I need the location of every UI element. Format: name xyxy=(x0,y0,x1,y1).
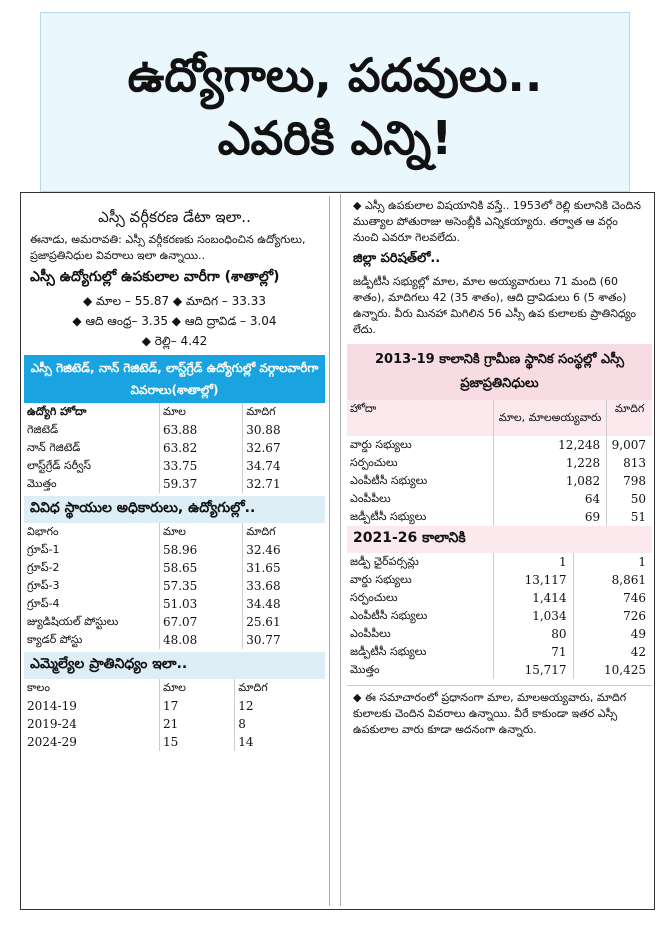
col-header: కాలం xyxy=(27,681,50,694)
cell: 32.46 xyxy=(243,541,325,559)
table-row xyxy=(347,625,652,643)
table-row xyxy=(347,571,652,589)
cell: 10,425 xyxy=(573,661,652,679)
cell: 14 xyxy=(235,733,325,751)
cell: మొత్తం xyxy=(27,477,57,490)
cell: వార్డు సభ్యులు xyxy=(350,573,412,586)
cell: 25.61 xyxy=(243,613,325,631)
cell: గెజిటెడ్ xyxy=(27,423,59,436)
table-row xyxy=(347,508,652,526)
cell: జడ్పీటీసీ సభ్యులు xyxy=(350,645,427,658)
cell: 17 xyxy=(159,697,234,715)
local-bodies-2013-table xyxy=(347,400,652,526)
table-row xyxy=(347,661,652,679)
cell: 746 xyxy=(573,589,652,607)
cell: 1,414 xyxy=(493,589,573,607)
cell: 64 xyxy=(493,490,606,508)
cell: 9,007 xyxy=(607,436,652,454)
cell: 1 xyxy=(493,553,573,571)
table-row xyxy=(24,715,325,733)
cell: గ్రూప్-4 xyxy=(27,597,60,610)
cell: ఎంపీటీసీ సభ్యులు xyxy=(350,474,428,487)
cell: 15,717 xyxy=(493,661,573,679)
cell: జడ్పీటీసీ సభ్యులు xyxy=(350,510,427,523)
cell: సర్పంచులు xyxy=(350,591,398,604)
headline-line2: ఎవరికి ఎన్ని! xyxy=(217,111,453,165)
employee-category-table xyxy=(24,403,325,493)
cell: 30.77 xyxy=(243,631,325,649)
cell: ఎంపీపీలు xyxy=(350,492,391,505)
table-row xyxy=(347,436,652,454)
table-row xyxy=(347,607,652,625)
table-row xyxy=(24,439,325,457)
cell: 63.82 xyxy=(159,439,242,457)
cell: 58.65 xyxy=(159,559,242,577)
table-header-row xyxy=(347,400,652,436)
cell: 8 xyxy=(235,715,325,733)
table-row xyxy=(347,490,652,508)
cell: వార్డు సభ్యులు xyxy=(350,438,412,451)
right-column xyxy=(340,194,652,906)
mla-table xyxy=(24,679,325,751)
bullet-row-1: ◆ మాల – 55.87 ◆ మాదిగ – 33.33 xyxy=(83,294,266,308)
subcaste-heading: ఎస్సీ ఉద్యోగుల్లో ఉపకులాల వారీగా (శాతాల్లో) xyxy=(30,269,280,285)
period-2021-heading: 2021-26 కాలానికి xyxy=(347,526,652,553)
cell: ఎంపీపీలు xyxy=(350,627,391,640)
cell: 71 xyxy=(493,643,573,661)
cell: 2024-29 xyxy=(27,735,77,749)
cell: నాన్ గెజిటెడ్ xyxy=(27,441,81,454)
local-bodies-heading-bar: 2013-19 కాలానికి గ్రామీణ స్థానిక సంస్థల్లో ఎస్సీ ప్రజాప్రతినిధులు xyxy=(347,344,652,400)
cell: 2014-19 xyxy=(27,699,77,713)
cell: 49 xyxy=(573,625,652,643)
cell: 31.65 xyxy=(243,559,325,577)
table-row xyxy=(24,475,325,493)
cell: క్యాడర్ పోస్టు xyxy=(27,633,83,646)
bullet-row-3: ◆ రెల్లి– 4.42 xyxy=(141,334,208,348)
left-title: ఎస్సీ వర్గీకరణ డేటా ఇలా.. xyxy=(98,208,251,226)
col-header: విభాగం xyxy=(27,525,59,538)
col-header: మాదిగ xyxy=(243,403,325,421)
cell: 13,117 xyxy=(493,571,573,589)
cell: 67.07 xyxy=(159,613,242,631)
cell: 57.35 xyxy=(159,577,242,595)
mla-heading: ఎమ్మెల్యేల ప్రాతినిధ్యం ఇలా.. xyxy=(24,652,325,679)
table-row xyxy=(24,613,325,631)
headline-box xyxy=(40,12,630,192)
col-header: మాల xyxy=(159,679,234,697)
cell: గ్రూప్-3 xyxy=(27,579,60,592)
table-row xyxy=(24,631,325,649)
col-header: మాదిగ xyxy=(607,400,652,436)
cell: 1 xyxy=(573,553,652,571)
cell: 813 xyxy=(607,454,652,472)
table-header-row xyxy=(24,403,325,421)
cell: 12 xyxy=(235,697,325,715)
cell: జ్యుడిషియల్ పోస్టులు xyxy=(27,615,119,628)
zp-paragraph: జడ్పీటీసీ సభ్యుల్లో మాల, మాల అయ్యవారులు 71 మంది (60 శాతం), మాదిగలు 42 (35 శాతం), ఆది ద్రావిడులు 6 (5 శాతం) ఉన్నారు. వీరు మినహా మిగిలిన 56 ఎస్సీ ఉప కులాలకు ప్రాతినిధ్యం లేదు. xyxy=(353,275,636,336)
cell: 80 xyxy=(493,625,573,643)
col-header: మాదిగ xyxy=(243,523,325,541)
cell: లాస్ట్‌గ్రేడ్ సర్వీస్ xyxy=(27,459,91,472)
cell: 33.75 xyxy=(159,457,242,475)
cell: 59.37 xyxy=(159,475,242,493)
table-row xyxy=(24,595,325,613)
cell: గ్రూప్-1 xyxy=(27,543,60,556)
table-row xyxy=(24,421,325,439)
table-row xyxy=(24,559,325,577)
table-row xyxy=(347,553,652,571)
table-row xyxy=(24,697,325,715)
cell: 15 xyxy=(159,733,234,751)
officers-heading: వివిధ స్థాయుల అధికారులు, ఉద్యోగుల్లో.. xyxy=(24,496,325,523)
left-column xyxy=(24,196,330,906)
cell: 798 xyxy=(607,472,652,490)
cell: 1,228 xyxy=(493,454,606,472)
gazetted-heading-bar: ఎస్సీ గెజిటెడ్, నాన్ గెజిటెడ్, లాస్ట్‌గ్రేడ్ ఉద్యోగుల్లో వర్గాలవారీగా వివరాలు(శాతాల్లో) xyxy=(24,355,325,403)
cell: 69 xyxy=(493,508,606,526)
cell: 51.03 xyxy=(159,595,242,613)
table-header-row xyxy=(24,523,325,541)
local-bodies-2021-table xyxy=(347,553,652,679)
table-header-row xyxy=(24,679,325,697)
col-header: మాల, మాలఅయ్యవారు xyxy=(493,400,606,436)
cell: 1,082 xyxy=(493,472,606,490)
cell: 2019-24 xyxy=(27,717,77,731)
cell: సర్పంచులు xyxy=(350,456,398,469)
footer-paragraph: ◆ ఈ సమాచారంలో ప్రధానంగా మాల, మాలఅయ్యవారు, మాదిగ కులాలకు చెందిన వివరాలు ఉన్నాయి. వీరే కాకుండా ఇతర ఎస్సీ ఉపకులాల వారు కూడా అదనంగా ఉన్నారు. xyxy=(347,685,652,740)
cell: 50 xyxy=(607,490,652,508)
cell: 32.71 xyxy=(243,475,325,493)
bullet-row-2: ◆ ఆది ఆంధ్ర– 3.35 ◆ ఆది ద్రావిడ – 3.04 xyxy=(72,314,277,328)
cell: ఎంపీటీసీ సభ్యులు xyxy=(350,609,428,622)
cell: 32.67 xyxy=(243,439,325,457)
cell: 48.08 xyxy=(159,631,242,649)
table-row xyxy=(347,643,652,661)
table-row xyxy=(24,457,325,475)
intro-paragraph: ఈనాడు, అమరావతి: ఎస్సీ వర్గీకరణకు సంబంధించిన ఉద్యోగులు, ప్రజాప్రతినిధుల వివరాలు ఇలా ఉన్నాయి.. xyxy=(30,233,306,262)
table-row xyxy=(347,472,652,490)
cell: గ్రూప్-2 xyxy=(27,561,60,574)
cell: 42 xyxy=(573,643,652,661)
cell: 726 xyxy=(573,607,652,625)
cell: 12,248 xyxy=(493,436,606,454)
cell: జడ్పీ ఛైర్‌పర్సన్లు xyxy=(350,555,419,568)
headline-line1: ఉద్యోగాలు, పదవులు.. xyxy=(127,48,543,102)
col-header: మాల xyxy=(159,403,242,421)
cell: 34.48 xyxy=(243,595,325,613)
table-row xyxy=(347,454,652,472)
cell: 63.88 xyxy=(159,421,242,439)
officers-table xyxy=(24,523,325,649)
col-header: ఉద్యోగి హోదా xyxy=(27,405,87,418)
table-row xyxy=(347,589,652,607)
table-row xyxy=(24,577,325,595)
col-header: మాల xyxy=(159,523,242,541)
cell: 30.88 xyxy=(243,421,325,439)
cell: 34.74 xyxy=(243,457,325,475)
cell: 51 xyxy=(607,508,652,526)
relli-paragraph: ◆ ఎస్సీ ఉపకులాల విషయానికి వస్తే.. 1953లో రెల్లి కులానికి చెందిన ముత్యాల పోతురాజు అసెంబ్లీకి ఎన్నికయ్యారు. తర్వాత ఆ వర్గం నుంచి ఎవరూ గెలవలేదు. xyxy=(353,199,641,244)
col-header: మాదిగ xyxy=(235,679,325,697)
cell: మొత్తం xyxy=(350,663,380,676)
cell: 58.96 xyxy=(159,541,242,559)
cell: 1,034 xyxy=(493,607,573,625)
cell: 8,861 xyxy=(573,571,652,589)
col-header: హోదా xyxy=(350,402,377,415)
cell: 33.68 xyxy=(243,577,325,595)
cell: 21 xyxy=(159,715,234,733)
table-row xyxy=(24,541,325,559)
table-row xyxy=(24,733,325,751)
zp-heading: జిల్లా పరిషత్‌లో.. xyxy=(353,251,441,266)
